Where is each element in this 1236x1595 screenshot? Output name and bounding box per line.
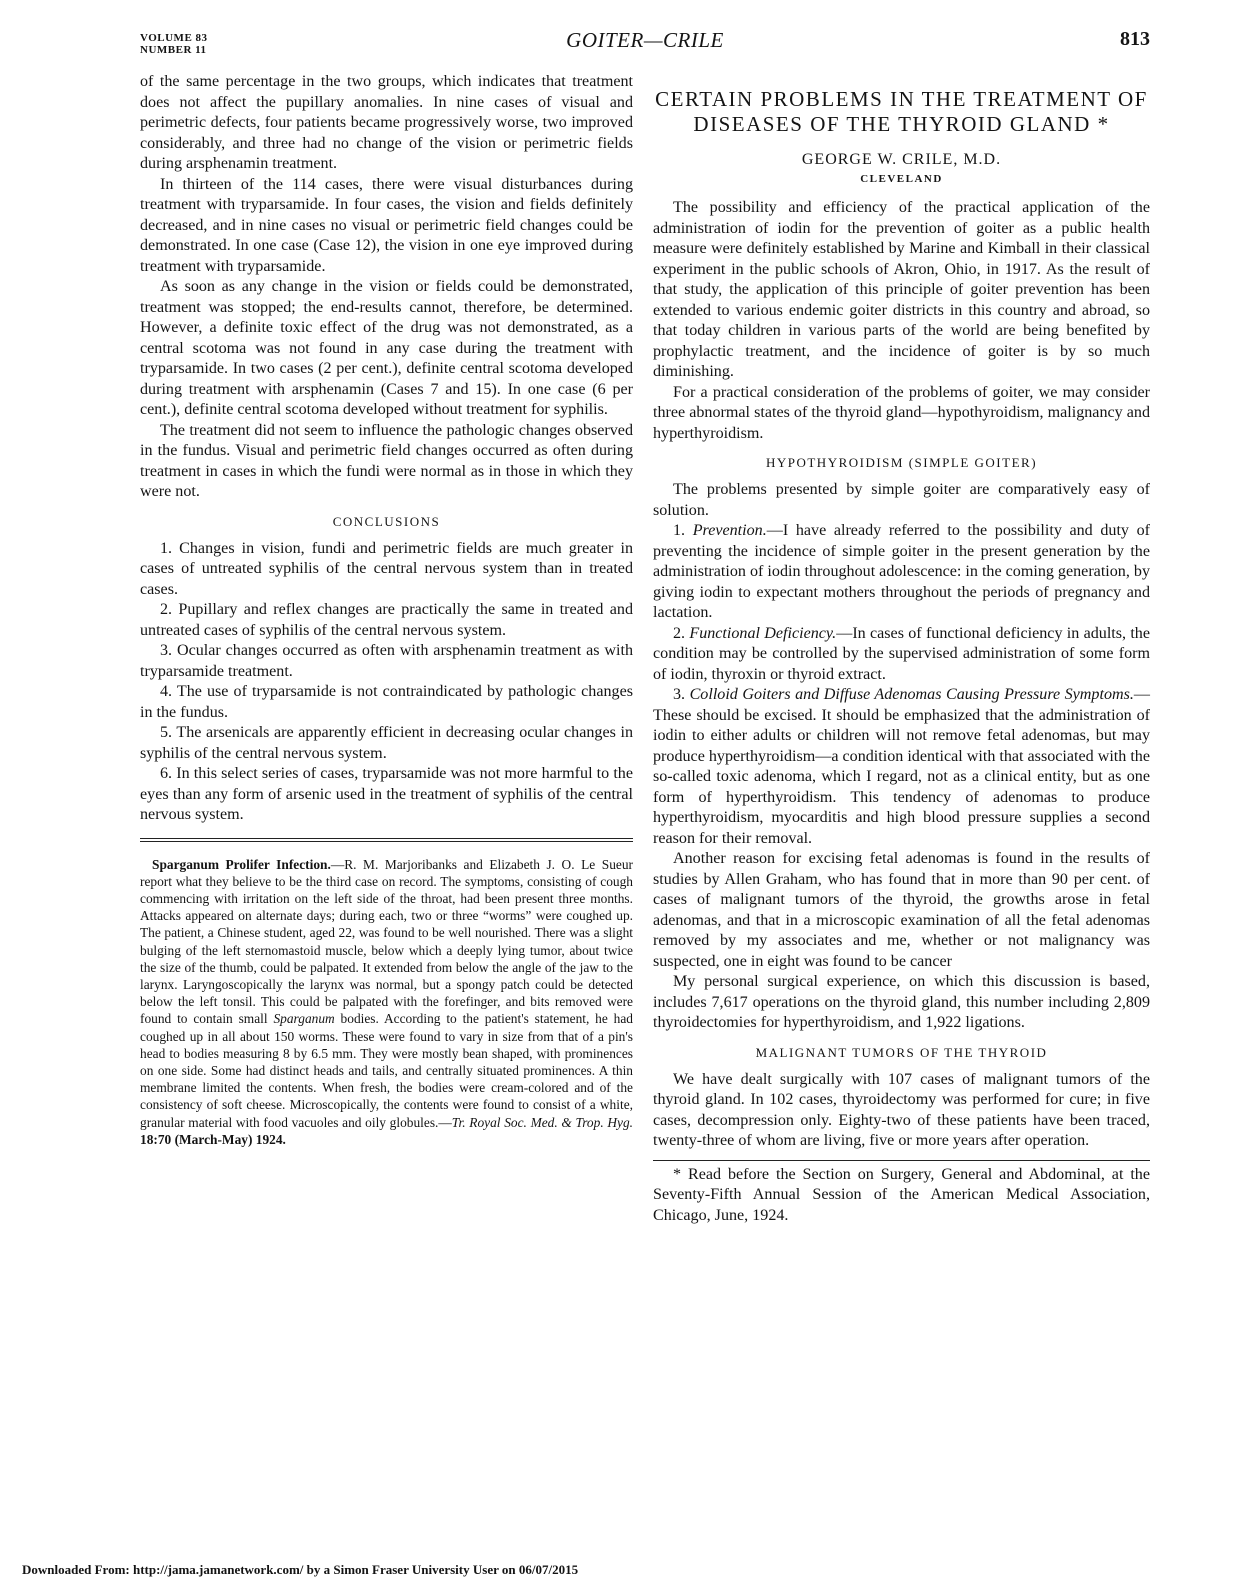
conclusion-item: 4. The use of tryparsamide is not contraindicated by pathologic changes in the fundus. [140,683,633,721]
paragraph: We have dealt surgically with 107 cases of malignant tumors of the thyroid gland. In 102 cases, thyroidectomy was performed for cure; in five cases, decompression only. Eighty-two of these patients have been traced, twenty-three of whom are living, five or more years after operation. [653,1070,1150,1149]
page-number: 813 [1120,28,1150,50]
right-column [653,72,1150,1226]
paragraph: The problems presented by simple goiter are comparatively easy of solution. [653,481,1150,519]
item-text: —In cases of functional deficiency in adults, the condition may be controlled by the supervised administration of some form of iodin, thyroxin or thyroid extract. [653,624,1151,683]
conclusion-item: 6. In this select series of cases, tryparsamide was not more harmful to the eyes than any form of arsenic used in the treatment of syphilis of the central nervous system. [140,765,633,823]
paragraph: Another reason for excising fetal adenomas is found in the results of studies by Allen Graham, who has found that in more than 90 per cent. of cases of malignant tumors of the thyroid, the growths arose in fetal adenomas, and that in a microscopic examination of all the fetal adenomas removed by my associates and me, whether or not malignancy was suspected, one in eight was found to be cancer [653,850,1150,970]
section-divider [140,838,633,842]
volume-label: VOLUME 83 [140,32,208,44]
left-column [140,72,633,1148]
abstract-text: —R. M. Marjoribanks and Elizabeth J. O. Le Sueur report what they believe to be the third case on record. The symptoms, consisting of cough commencing with irritation on the left side of the throat, had been present three months. Attacks appeared on alternate days; during each, two or three “worms” were coughed up. The patient, a Chinese student, aged 22, was found to be well nourished. There was a slight bulging of the left sternomastoid muscle, below which a deeply lying tumor, about twice the size of the thumb, could be palpated. It extended from below the angle of the jaw to the larynx. Laryngoscopically the larynx was normal, but a spongy patch could be detected below the left tonsil. This could be palpated with the forefinger, and bits removed were found to contain small [140,856,634,1027]
footnote-rule [653,1160,1150,1161]
item-text: —These should be excised. It should be emphasized that the administration of iodin to either adults or children will not remove fetal adenomas, but may produce hyperthyroidism—a condition identical with that associated with the so-called toxic adenoma, which I regard, not as a clinical entity, but as one form of hyperthyroidism. This tendency of adenomas to produce hyperthyroidism, myocarditis and high blood pressure supplies a second reason for their removal. [653,686,1150,847]
numbered-item-prevention [653,521,1150,624]
conclusion-item: 5. The arsenicals are apparently efficient in decreasing ocular changes in syphilis of the central nervous system. [140,724,633,762]
paragraph: For a practical consideration of the problems of goiter, we may consider three abnormal states of the thyroid gland—hypothyroidism, malignancy and hyperthyroidism. [653,383,1150,442]
abstract-sparganum [140,856,633,1148]
numbered-item-functional-deficiency [653,624,1150,686]
abstract-citation: Tr. Royal Soc. Med. & Trop. Hyg. [451,1114,634,1130]
abstract-citation-tail: 18:70 (March-May) 1924. [140,1131,286,1147]
hypothyroidism-heading: HYPOTHYROIDISM (SIMPLE GOITER) [765,455,1038,470]
issue-number-label: NUMBER 11 [140,44,207,56]
conclusion-item: 1. Changes in vision, fundi and perimetric fields are much greater in cases of untreated syphilis of the central nervous system than in treated cases. [140,539,633,598]
conclusion-item: 3. Ocular changes occurred as often with arsphenamin treatment as with tryparsamide treatment. [140,642,633,680]
item-label: Functional Deficiency. [689,624,837,642]
abstract-lead: Sparganum Prolifer Infection. [152,856,331,872]
paragraph: As soon as any change in the vision or fields could be demonstrated, treatment was stopped; the end-results cannot, therefore, be determined. However, a definite toxic effect of the drug was not demonstrated, as a central scotoma was not found in any case during the treatment with tryparsamide. In two cases (2 per cent.), definite central scotoma developed during treatment with arsphenamin (Cases 7 and 15). In one case (6 per cent.), definite central scotoma developed without treatment for syphilis. [140,278,633,418]
article-location: CLEVELAND [860,173,943,185]
numbered-item-colloid-goiters [653,685,1150,849]
paragraph: The treatment did not seem to influence the pathologic changes observed in the fundus. Visual and perimetric field changes occurred as often during treatment in cases in which the fundi were normal as in those in which they were not. [140,421,633,500]
page-header [140,28,1150,62]
abstract-italic-term: Sparganum [273,1011,335,1027]
paragraph: My personal surgical experience, on which this discussion is based, includes 7,617 operations on the thyroid gland, this number including 2,809 thyroidectomies for hyperthyroidism, and 1,922 ligations. [653,973,1150,1031]
paragraph: The possibility and efficiency of the practical application of the administration of iodin for the prevention of goiter as a public health measure were definitely established by Marine and Kimball in their classical experiment in the public schools of Akron, Ohio, in 1917. As the result of that study, the application of this principle of goiter prevention has been extended to various endemic goiter districts in this country and abroad, so that today children in various parts of the world are being benefited by prophylactic treatment, and the incidence of goiter is by so much diminishing. [653,199,1150,380]
item-text: —I have already referred to the possibility and duty of preventing the incidence of simple goiter in the present generation by the administration of iodin throughout adolescence: in the coming generation, by giving iodin to expectant mothers throughout the periods of pregnancy and lactation. [653,522,1150,621]
item-number: 3. [673,686,690,703]
article-title: CERTAIN PROBLEMS IN THE TREATMENT OF DISEASES OF THE THYROID GLAND * [655,87,1148,136]
article-author: GEORGE W. CRILE, M.D. [801,151,1002,168]
conclusion-item: 2. Pupillary and reflex changes are practically the same in treated and untreated cases of syphilis of the central nervous system. [140,601,633,639]
item-label: Colloid Goiters and Diffuse Adenomas Causing Pressure Symptoms. [689,686,1134,703]
malignant-tumors-heading: MALIGNANT TUMORS OF THE THYROID [755,1044,1048,1060]
footnote: * Read before the Section on Surgery, General and Abdominal, at the Seventy-Fifth Annual Session of the American Medical Association, Chicago, June, 1924. [653,1165,1150,1224]
conclusions-heading: CONCLUSIONS [332,513,441,529]
item-number: 2. [673,624,690,642]
item-label: Prevention. [692,522,767,539]
paragraph: of the same percentage in the two groups, which indicates that treatment does not affect the pupillary anomalies. In nine cases of visual and perimetric defects, four patients became progressively worse, two improved considerably, and three had no change of the vision or perimetric fields during arsphenamin treatment. [140,73,633,172]
abstract-paragraph [140,856,633,1148]
download-notice: Downloaded From: http://jama.jamanetwork.com/ by a Simon Fraser University User on 06/07/2015 [22,1562,579,1577]
abstract-text: bodies. According to the patient's statement, he had coughed up in all about 150 worms. These were found to vary in size from that of a pin's head to bodies measuring 8 by 6.5 mm. They were mostly bean shaped, with prominences on one side. Some had distinct heads and tails, and centrally situated prominences. A thin membrane limited the contents. When fresh, the bodies were cream-colored and of the consistency of soft cheese. Microscopically, the contents were found to consist of a white, granular material with food vacuoles and oily globules.— [140,1011,633,1130]
running-title: GOITER—CRILE [566,28,724,52]
item-number: 1. [673,522,693,539]
paragraph: In thirteen of the 114 cases, there were visual disturbances during treatment with tryparsamide. In four cases, the vision and fields definitely decreased, and in nine cases no visual or perimetric field changes could be demonstrated. In one case (Case 12), the vision in one eye improved during treatment with tryparsamide. [140,175,633,275]
